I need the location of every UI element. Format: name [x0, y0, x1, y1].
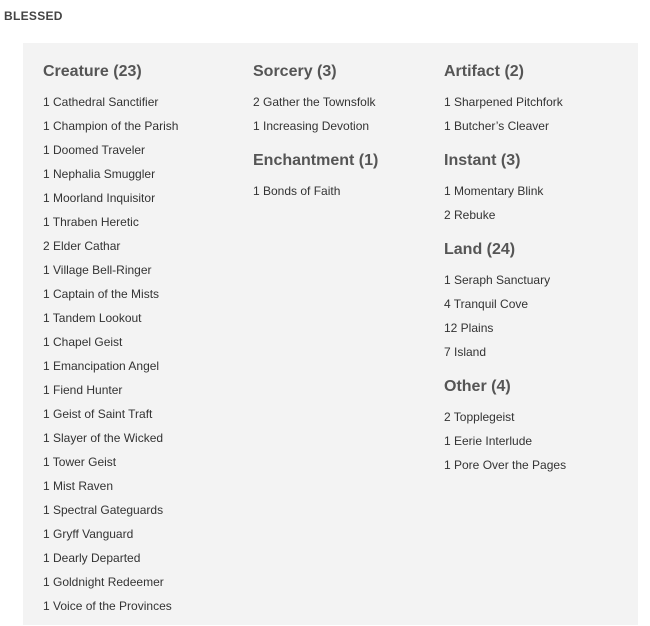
section-heading: Creature (23): [43, 63, 142, 80]
card-entry: [444, 340, 634, 364]
card-link[interactable]: 1 Bonds of Faith: [253, 184, 341, 198]
card-entry: [253, 90, 438, 114]
card-list: [444, 179, 634, 227]
card-link[interactable]: 2 Gather the Townsfolk: [253, 95, 376, 109]
card-link[interactable]: 1 Tower Geist: [43, 455, 117, 469]
card-link[interactable]: 1 Seraph Sanctuary: [444, 273, 551, 287]
card-list: [253, 90, 438, 138]
card-entry: [43, 546, 243, 570]
section-heading: Enchantment (1): [253, 152, 379, 169]
card-entry: [43, 450, 243, 474]
card-link[interactable]: 1 Emancipation Angel: [43, 359, 160, 373]
card-entry: [253, 114, 438, 138]
card-list: [444, 405, 634, 477]
card-section-sorcery: [253, 62, 438, 138]
card-entry: [43, 402, 243, 426]
card-list: [253, 179, 438, 203]
card-entry: [43, 162, 243, 186]
card-entry: [43, 522, 243, 546]
card-section-instant: [444, 151, 634, 227]
card-entry: [43, 426, 243, 450]
card-link[interactable]: 1 Dearly Departed: [43, 551, 141, 565]
card-link[interactable]: 1 Slayer of the Wicked: [43, 431, 164, 445]
card-link[interactable]: 1 Champion of the Parish: [43, 119, 179, 133]
card-list: [444, 268, 634, 364]
card-entry: [444, 292, 634, 316]
card-link[interactable]: 1 Butcher’s Cleaver: [444, 119, 549, 133]
card-section-creature: [43, 62, 243, 618]
card-entry: [444, 203, 634, 227]
card-link[interactable]: 1 Sharpened Pitchfork: [444, 95, 563, 109]
card-link[interactable]: 7 Island: [444, 345, 487, 359]
card-entry: [43, 210, 243, 234]
card-link[interactable]: 1 Tandem Lookout: [43, 311, 142, 325]
card-link[interactable]: 1 Goldnight Redeemer: [43, 575, 164, 589]
card-entry: [444, 114, 634, 138]
card-link[interactable]: 2 Elder Cathar: [43, 239, 121, 253]
card-link[interactable]: 1 Thraben Heretic: [43, 215, 139, 229]
deck-title: BLESSED: [4, 9, 63, 23]
card-link[interactable]: 1 Mist Raven: [43, 479, 114, 493]
card-entry: [43, 594, 243, 618]
card-link[interactable]: 1 Village Bell-Ringer: [43, 263, 152, 277]
card-entry: [444, 179, 634, 203]
deck-column-2: [253, 62, 438, 216]
card-entry: [444, 429, 634, 453]
card-list: [444, 90, 634, 138]
section-heading: Artifact (2): [444, 63, 525, 80]
card-link[interactable]: 12 Plains: [444, 321, 494, 335]
card-entry: [43, 90, 243, 114]
card-link[interactable]: 1 Spectral Gateguards: [43, 503, 164, 517]
card-entry: [43, 570, 243, 594]
card-section-enchantment: [253, 151, 438, 203]
deck-column-1: [43, 62, 243, 626]
card-link[interactable]: 1 Eerie Interlude: [444, 434, 533, 448]
card-link[interactable]: 1 Geist of Saint Traft: [43, 407, 153, 421]
card-link[interactable]: 1 Captain of the Mists: [43, 287, 160, 301]
card-link[interactable]: 1 Doomed Traveler: [43, 143, 146, 157]
card-entry: [43, 378, 243, 402]
card-link[interactable]: 1 Cathedral Sanctifier: [43, 95, 159, 109]
deck-list-panel: [23, 43, 638, 625]
card-entry: [444, 453, 634, 477]
section-heading: Sorcery (3): [253, 63, 337, 80]
card-link[interactable]: 1 Fiend Hunter: [43, 383, 123, 397]
section-heading: Other (4): [444, 378, 511, 395]
card-list: [43, 90, 243, 618]
section-heading: Instant (3): [444, 152, 521, 169]
card-link[interactable]: 1 Pore Over the Pages: [444, 458, 567, 472]
card-link[interactable]: 2 Rebuke: [444, 208, 496, 222]
card-link[interactable]: 1 Increasing Devotion: [253, 119, 370, 133]
card-entry: [444, 405, 634, 429]
card-entry: [43, 114, 243, 138]
card-link[interactable]: 1 Moorland Inquisitor: [43, 191, 156, 205]
card-entry: [43, 234, 243, 258]
card-entry: [43, 186, 243, 210]
card-entry: [43, 282, 243, 306]
card-link[interactable]: 1 Momentary Blink: [444, 184, 544, 198]
card-entry: [253, 179, 438, 203]
card-link[interactable]: 1 Gryff Vanguard: [43, 527, 134, 541]
card-link[interactable]: 1 Voice of the Provinces: [43, 599, 172, 613]
card-entry: [43, 138, 243, 162]
card-link[interactable]: 1 Chapel Geist: [43, 335, 123, 349]
card-entry: [444, 268, 634, 292]
card-entry: [43, 474, 243, 498]
card-entry: [43, 330, 243, 354]
card-entry: [43, 354, 243, 378]
card-entry: [43, 498, 243, 522]
deck-column-3: [444, 62, 634, 490]
card-link[interactable]: 1 Nephalia Smuggler: [43, 167, 156, 181]
card-link[interactable]: 2 Topplegeist: [444, 410, 515, 424]
card-section-other: [444, 377, 634, 477]
card-link[interactable]: 4 Tranquil Cove: [444, 297, 529, 311]
card-section-artifact: [444, 62, 634, 138]
card-entry: [444, 316, 634, 340]
section-heading: Land (24): [444, 241, 516, 258]
card-section-land: [444, 240, 634, 364]
card-entry: [444, 90, 634, 114]
card-entry: [43, 258, 243, 282]
card-entry: [43, 306, 243, 330]
